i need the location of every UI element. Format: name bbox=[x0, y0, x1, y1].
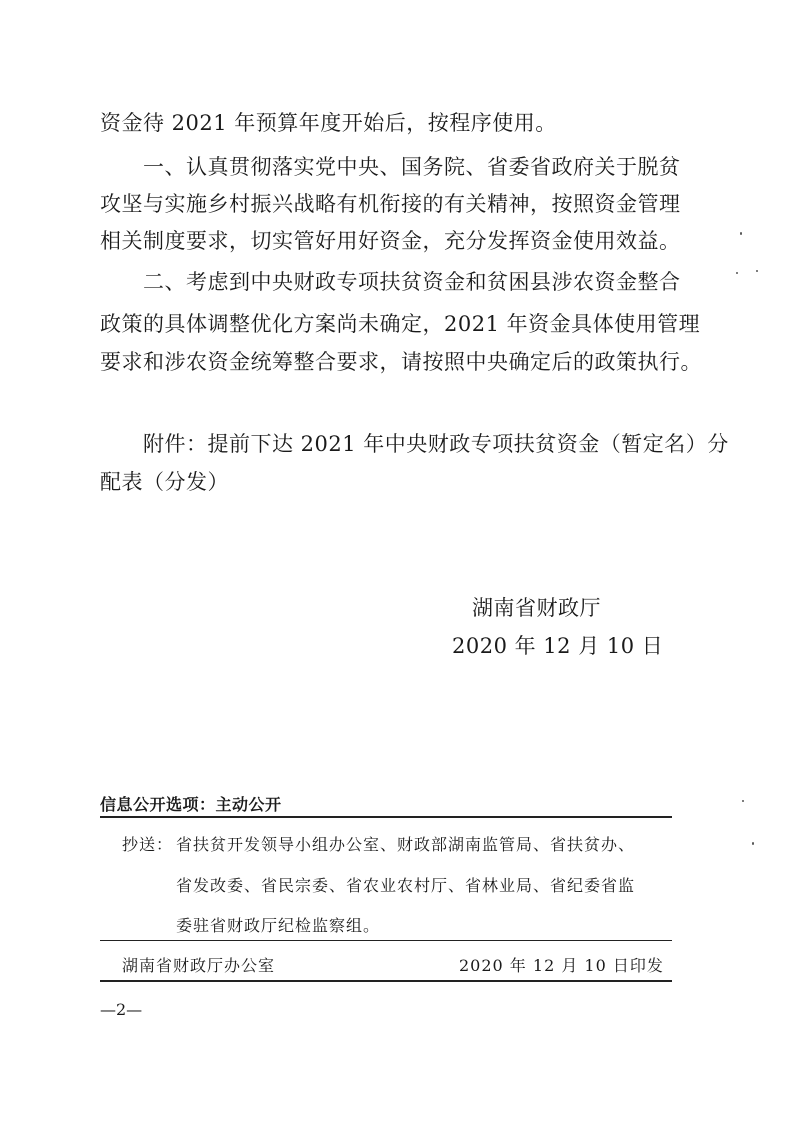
page-number: —2— bbox=[100, 1000, 143, 1019]
scan-speck bbox=[756, 270, 758, 272]
footer-rule-bottom bbox=[100, 980, 672, 982]
attachment-line: 配表（分发） bbox=[100, 470, 229, 494]
cc-line: 委驻省财政厅纪检监察组。 bbox=[176, 916, 381, 935]
scan-speck bbox=[736, 272, 738, 274]
cc-label: 抄送： bbox=[122, 835, 174, 854]
issuer: 湖南省财政厅办公室 bbox=[122, 956, 276, 975]
body-line: 二、考虑到中央财政专项扶贫资金和贫困县涉农资金整合 bbox=[143, 270, 681, 294]
disclosure-option: 信息公开选项：主动公开 bbox=[100, 795, 282, 814]
scan-speck bbox=[752, 842, 754, 845]
body-line: 政策的具体调整优化方案尚未确定，2021 年资金具体使用管理 bbox=[100, 312, 701, 336]
signature-org: 湖南省财政厅 bbox=[472, 596, 601, 620]
scan-speck bbox=[742, 800, 744, 802]
cc-line: 省扶贫开发领导小组办公室、财政部湖南监管局、省扶贫办、 bbox=[176, 835, 636, 854]
body-line: 攻坚与实施乡村振兴战略有机衔接的有关精神，按照资金管理 bbox=[100, 192, 681, 216]
footer-rule-top bbox=[100, 816, 672, 818]
body-line: 相关制度要求，切实管好用好资金，充分发挥资金使用效益。 bbox=[100, 229, 681, 253]
signature-date: 2020 年 12 月 10 日 bbox=[452, 634, 664, 658]
body-line: 资金待 2021 年预算年度开始后，按程序使用。 bbox=[100, 111, 557, 135]
footer-rule-middle bbox=[100, 940, 672, 941]
attachment-line: 附件：提前下达 2021 年中央财政专项扶贫资金（暂定名）分 bbox=[143, 432, 729, 456]
body-line: 要求和涉农资金统筹整合要求，请按照中央确定后的政策执行。 bbox=[100, 350, 702, 374]
scan-speck bbox=[740, 232, 742, 235]
cc-line: 省发改委、省民宗委、省农业农村厅、省林业局、省纪委省监 bbox=[176, 876, 636, 895]
issue-date: 2020 年 12 月 10 日印发 bbox=[459, 956, 664, 975]
body-line: 一、认真贯彻落实党中央、国务院、省委省政府关于脱贫 bbox=[143, 155, 681, 179]
